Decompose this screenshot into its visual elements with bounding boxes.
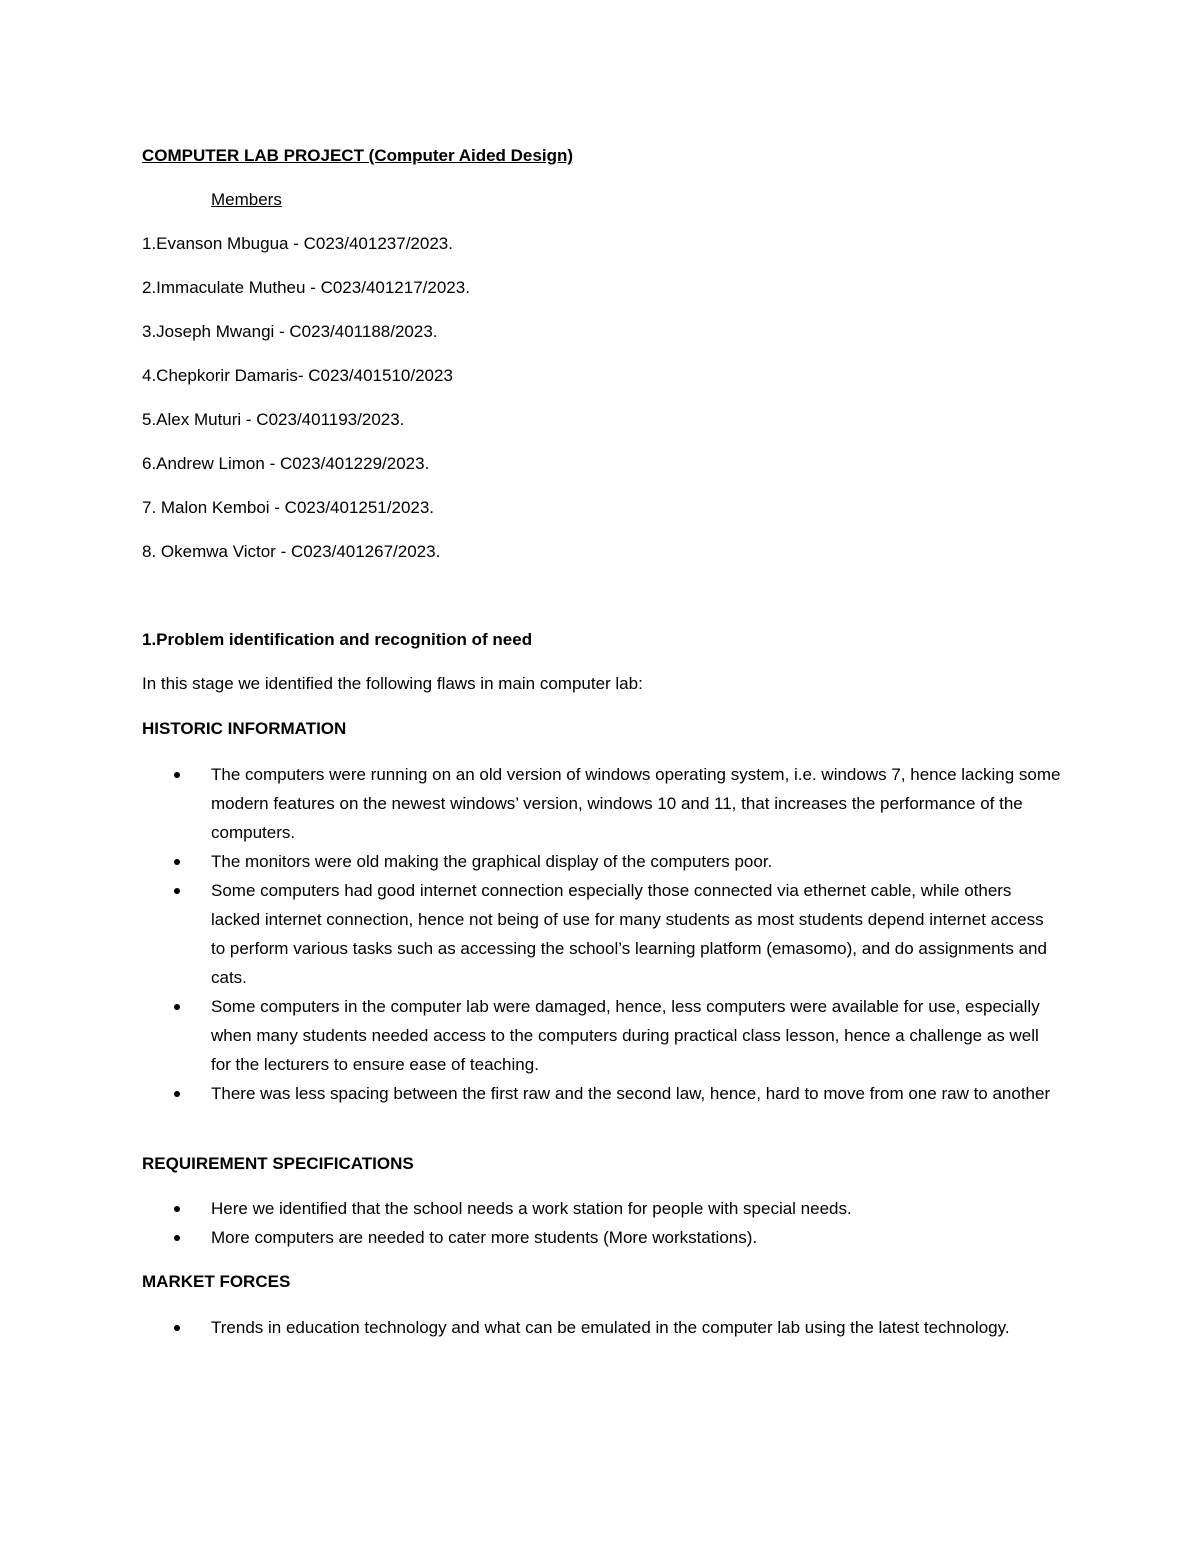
list-item-text: Trends in education technology and what can be emulated in the computer lab using the latest technology. (211, 1318, 1010, 1337)
list-item (142, 1194, 1061, 1223)
member-item: 2.Immaculate Mutheu - C023/401217/2023. (142, 278, 470, 297)
market-heading: MARKET FORCES (142, 1272, 291, 1291)
bullet-icon (174, 888, 180, 894)
list-item-text: The monitors were old making the graphical display of the computers poor. (211, 852, 773, 871)
historic-heading: HISTORIC INFORMATION (142, 719, 347, 738)
list-item-text: The computers were running on an old version of windows operating system, i.e. windows 7, hence lacking some modern features on the newest windows’ version, windows 10 and 11, that increases the performance of the computers. (211, 765, 1061, 842)
member-item: 4.Chepkorir Damaris- C023/401510/2023 (142, 366, 453, 385)
bullet-icon (174, 1235, 180, 1241)
requirements-heading: REQUIREMENT SPECIFICATIONS (142, 1154, 414, 1173)
section-heading-problem: 1.Problem identification and recognition of need (142, 630, 533, 649)
list-item (142, 876, 1061, 992)
market-list (142, 1313, 1061, 1342)
document-title: COMPUTER LAB PROJECT (Computer Aided Design) (142, 146, 573, 165)
member-item: 7. Malon Kemboi - C023/401251/2023. (142, 498, 435, 517)
bullet-icon (174, 1004, 180, 1010)
list-item (142, 1223, 1061, 1252)
member-item: 3.Joseph Mwangi - C023/401188/2023. (142, 322, 438, 341)
member-item: 1.Evanson Mbugua - C023/401237/2023. (142, 234, 453, 253)
list-item (142, 1313, 1061, 1342)
requirements-list (142, 1194, 1061, 1252)
list-item-text: Here we identified that the school needs a work station for people with special needs. (211, 1199, 852, 1218)
bullet-icon (174, 1206, 180, 1212)
list-item-text: Some computers had good internet connection especially those connected via ethernet cable, while others lacked internet connection, hence not being of use for many students as most students depend internet access to perform various tasks such as accessing the school’s learning platform (emasomo), and do assignments and cats. (211, 881, 1047, 987)
list-item (142, 847, 1061, 876)
bullet-icon (174, 1325, 180, 1331)
section-intro: In this stage we identified the following flaws in main computer lab: (142, 674, 643, 693)
bullet-icon (174, 859, 180, 865)
list-item (142, 760, 1061, 847)
member-item: 5.Alex Muturi - C023/401193/2023. (142, 410, 405, 429)
member-item: 6.Andrew Limon - C023/401229/2023. (142, 454, 430, 473)
list-item-text: More computers are needed to cater more students (More workstations). (211, 1228, 758, 1247)
list-item-text: There was less spacing between the first raw and the second law, hence, hard to move from one raw to another (211, 1084, 1051, 1103)
list-item (142, 1079, 1061, 1108)
historic-list (142, 760, 1061, 1108)
list-item (142, 992, 1061, 1079)
member-item: 8. Okemwa Victor - C023/401267/2023. (142, 542, 441, 561)
list-item-text: Some computers in the computer lab were damaged, hence, less computers were available for use, especially when many students needed access to the computers during practical class lesson, hence a challenge as well for the lecturers to ensure ease of teaching. (211, 997, 1040, 1074)
bullet-icon (174, 1091, 180, 1097)
bullet-icon (174, 772, 180, 778)
members-heading: Members (211, 190, 282, 209)
